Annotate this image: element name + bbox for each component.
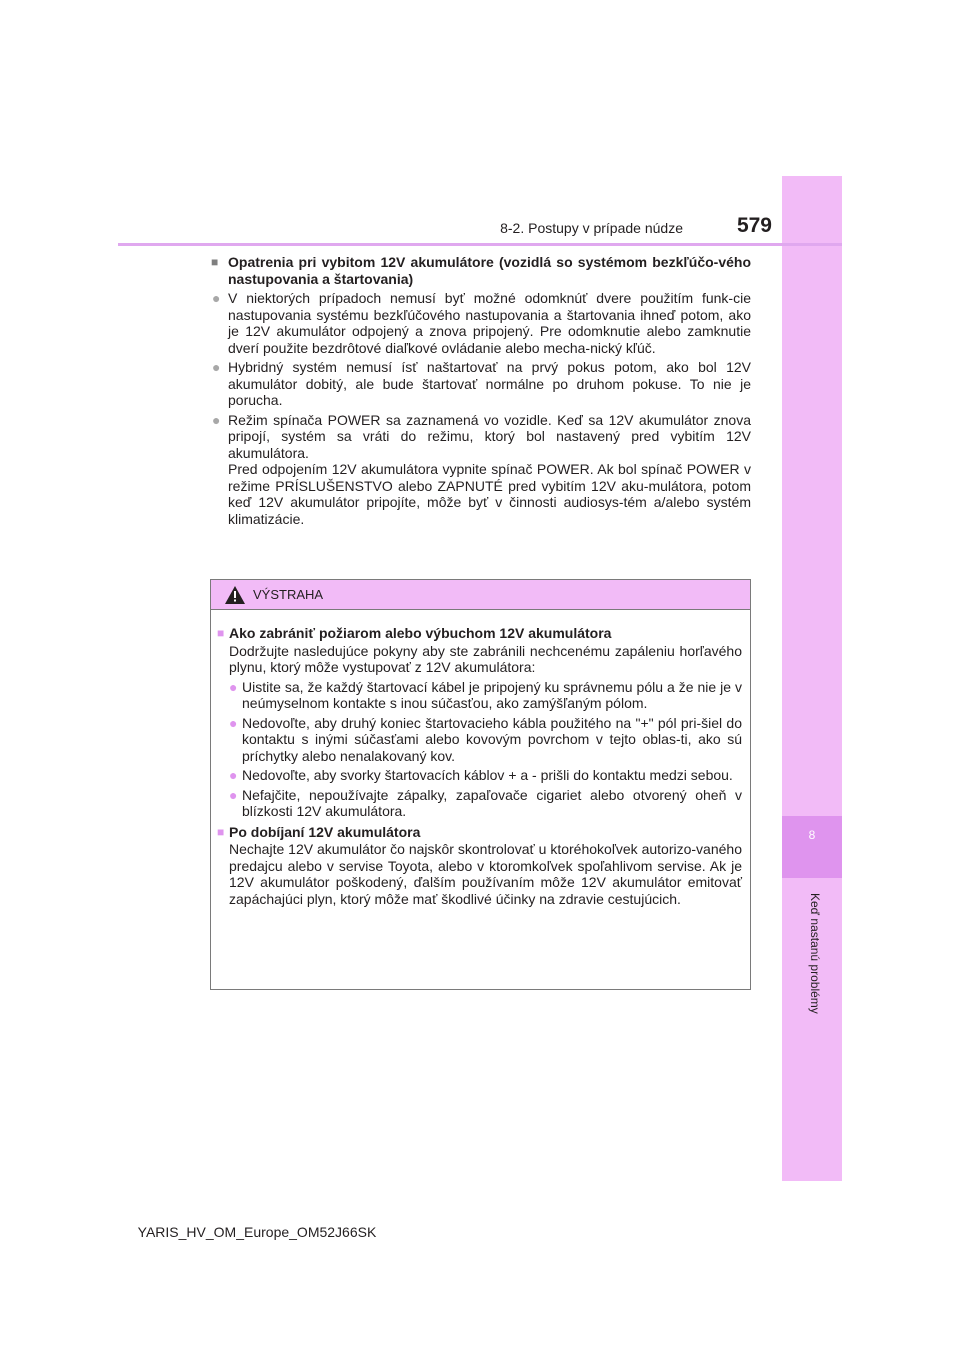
circle-bullet-icon: ●	[229, 678, 238, 695]
square-bullet-icon: ■	[217, 824, 225, 839]
main-content	[211, 254, 751, 527]
circle-bullet-icon: ●	[212, 290, 221, 306]
document-code: YARIS_HV_OM_Europe_OM52J66SK	[137, 1224, 377, 1240]
list-item: ● Režim spínača POWER sa zaznamená vo vozidle. Keď sa 12V akumulátor znova pripojí, systém sa vráti do režimu, ktorý bol nastavený pred vybitím 12V akumulátora. Pred odpojením 12V akumulátora vypnite spínač POWER. Ak bol spínač POWER v režime PRÍSLUŠENSTVO alebo ZAPNUTÉ pred vybitím 12V aku-mulátora, potom keď 12V akumulátor pripojíte, môže byť v činnosti audiosys-tém a/alebo systém klimatizácie.	[212, 411, 751, 527]
warning-box	[210, 579, 751, 990]
list-item: ● Nedovoľte, aby svorky štartovacích káblov + a - prišli do kontaktu medzi sebou.	[229, 767, 733, 783]
square-bullet-icon: ■	[217, 626, 225, 640]
list-item: ● Nefajčite, nepoužívajte zápalky, zapaľovače cigariet alebo otvorený oheň v blízkosti 12V akumulátora.	[229, 786, 742, 819]
list-item: ● Uistite sa, že každý štartovací kábel je pripojený ku správnemu pólu a že nie je v neúmyselnom kontakte s inou súčasťou, ako zamýšľaným pólom.	[229, 678, 742, 711]
warning-header	[211, 580, 750, 610]
warning-title: VÝSTRAHA	[253, 587, 324, 602]
warning-triangle-icon	[225, 586, 245, 604]
chapter-number: 8	[808, 828, 816, 842]
section-title: 8-2. Postupy v prípade núdze	[500, 220, 683, 236]
square-bullet-icon: ■	[211, 255, 219, 269]
page-number: 579	[736, 214, 772, 237]
warning-heading: ■ Ako zabrániť požiarom alebo výbuchom 12V akumulátora	[217, 625, 612, 641]
circle-bullet-icon: ●	[229, 786, 238, 803]
main-heading: ■ Opatrenia pri vybitom 12V akumulátore (vozidlá so systémom bezkľúčo-vého nastupovania a štartovania)	[211, 254, 751, 287]
circle-bullet-icon: ●	[212, 411, 221, 428]
footer	[0, 1224, 960, 1240]
chapter-tab[interactable]	[782, 816, 842, 878]
header-divider	[118, 243, 842, 246]
list-item: ● V niektorých prípadoch nemusí byť možné odomknúť dvere použitím funk-cie nastupovania systému bezkľúčového nastupovania a štartovania ihneď potom, ako je 12V akumulátor odpojený a znova pripojený. Pre odomknutie alebo zamknutie dverí použite bezdrôtové diaľkové ovládanie alebo mecha-nický kľúč.	[212, 290, 751, 356]
list-item: ● Hybridný systém nemusí ísť naštartovať na prvý pokus potom, ako bol 12V akumulátor dobitý, ale bude štartovať normálne po druhom pokuse. To nie je porucha.	[212, 359, 751, 408]
warning-text: Nechajte 12V akumulátor čo najskôr skontrolovať u ktoréhokoľvek autorizo-vaného predajcu alebo v servise Toyota, alebo v ktoromkoľvek spoľahlivom servise. Ak je 12V akumulátor poškodený, ďalším používaním môže 12V akumulátor emitovať zapáchajúci plyn, ktorý môže mať škodlivé účinky na zdravie cestujúcich.	[229, 841, 742, 907]
chapter-title: Keď nastanú problémy	[808, 893, 822, 1014]
warning-body	[211, 610, 750, 907]
circle-bullet-icon: ●	[212, 359, 221, 375]
warning-heading: ■ Po dobíjaní 12V akumulátora	[217, 823, 421, 840]
circle-bullet-icon: ●	[229, 714, 238, 731]
circle-bullet-icon: ●	[229, 767, 238, 783]
warning-text: Dodržujte nasledujúce pokyny aby ste zabránili nechcenému zapáleniu horľavého plynu, ktorý môže vystupovať z 12V akumulátora:	[229, 642, 742, 675]
list-item: ● Nedovoľte, aby druhý koniec štartovacieho kábla použitého na "+" pól pri-šiel do kontaktu s inými súčasťami alebo kovovým povrchom v tejto oblas-ti, ako sú príchytky alebo nenalakovaný kov.	[229, 714, 742, 764]
